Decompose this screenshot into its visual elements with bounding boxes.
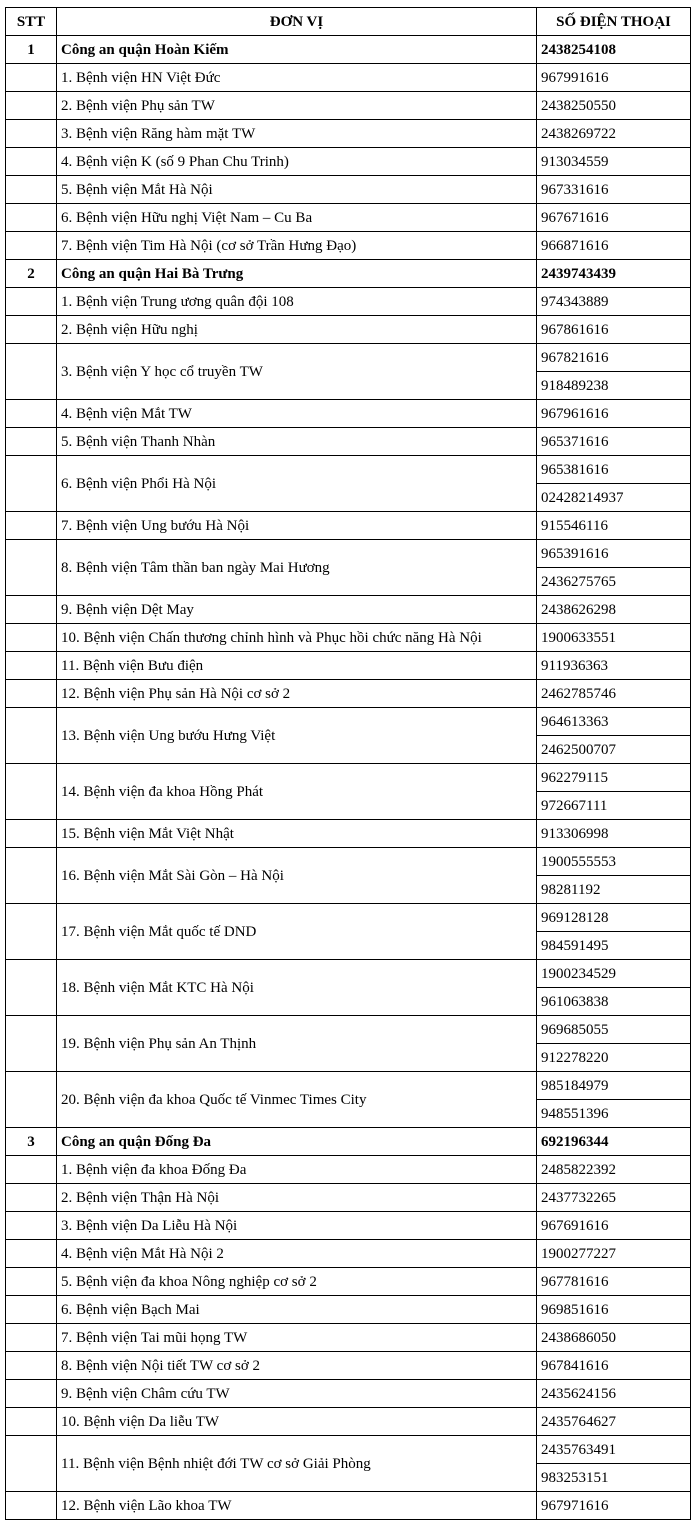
- stt-cell: [6, 344, 57, 400]
- table-row: [6, 204, 691, 232]
- phone-number: 98281192: [537, 876, 691, 904]
- hospital-name: 2. Bệnh viện Phụ sản TW: [57, 92, 537, 120]
- header-row: [6, 8, 691, 36]
- table-row: [6, 680, 691, 708]
- table-row: [6, 848, 691, 876]
- stt-cell: [6, 708, 57, 764]
- table-row: [6, 1352, 691, 1380]
- table-row: [6, 1408, 691, 1436]
- stt-cell: [6, 1436, 57, 1492]
- hospital-name: 5. Bệnh viện Mắt Hà Nội: [57, 176, 537, 204]
- stt-cell: [6, 1072, 57, 1128]
- hospital-name: 1. Bệnh viện HN Việt Đức: [57, 64, 537, 92]
- hospital-name: 9. Bệnh viện Châm cứu TW: [57, 1380, 537, 1408]
- hospital-name: 1. Bệnh viện đa khoa Đống Đa: [57, 1156, 537, 1184]
- table-row: [6, 64, 691, 92]
- phone-number: 2437732265: [537, 1184, 691, 1212]
- stt-cell: [6, 400, 57, 428]
- table-row: [6, 120, 691, 148]
- table-row: [6, 1492, 691, 1520]
- phone-number: 915546116: [537, 512, 691, 540]
- group-name: Công an quận Hai Bà Trưng: [57, 260, 537, 288]
- table-row: [6, 512, 691, 540]
- table-row: [6, 1240, 691, 1268]
- phone-number: 2438269722: [537, 120, 691, 148]
- phone-number: 948551396: [537, 1100, 691, 1128]
- phone-number: 967691616: [537, 1212, 691, 1240]
- hospital-name: 6. Bệnh viện Hữu nghị Việt Nam – Cu Ba: [57, 204, 537, 232]
- stt-cell: [6, 960, 57, 1016]
- header-phone: SỐ ĐIỆN THOẠI: [537, 8, 691, 36]
- hospital-name: 17. Bệnh viện Mắt quốc tế DND: [57, 904, 537, 960]
- phone-number: 969851616: [537, 1296, 691, 1324]
- stt-cell: [6, 624, 57, 652]
- group-phone: 2439743439: [537, 260, 691, 288]
- hospital-name: 16. Bệnh viện Mắt Sài Gòn – Hà Nội: [57, 848, 537, 904]
- phone-number: 966871616: [537, 232, 691, 260]
- hospital-name: 18. Bệnh viện Mắt KTC Hà Nội: [57, 960, 537, 1016]
- group-row: [6, 36, 691, 64]
- table-row: [6, 652, 691, 680]
- table-row: [6, 764, 691, 792]
- phone-number: 2462785746: [537, 680, 691, 708]
- hospital-name: 11. Bệnh viện Bưu điện: [57, 652, 537, 680]
- table-row: [6, 1296, 691, 1324]
- stt-cell: [6, 92, 57, 120]
- phone-number: 913034559: [537, 148, 691, 176]
- phone-number: 967671616: [537, 204, 691, 232]
- phone-number: 965371616: [537, 428, 691, 456]
- hospital-name: 6. Bệnh viện Bạch Mai: [57, 1296, 537, 1324]
- stt-cell: [6, 1016, 57, 1072]
- hospital-name: 5. Bệnh viện đa khoa Nông nghiệp cơ sở 2: [57, 1268, 537, 1296]
- stt-cell: [6, 1380, 57, 1408]
- stt-cell: [6, 316, 57, 344]
- hospital-name: 15. Bệnh viện Mắt Việt Nhật: [57, 820, 537, 848]
- table-row: [6, 1380, 691, 1408]
- table-row: [6, 400, 691, 428]
- hospital-name: 4. Bệnh viện Mắt TW: [57, 400, 537, 428]
- phone-number: 967331616: [537, 176, 691, 204]
- table-row: [6, 1016, 691, 1044]
- table-row: [6, 596, 691, 624]
- phone-number: 985184979: [537, 1072, 691, 1100]
- hospital-name: 19. Bệnh viện Phụ sản An Thịnh: [57, 1016, 537, 1072]
- stt-cell: [6, 848, 57, 904]
- table-body: [6, 36, 691, 1520]
- hospital-name: 6. Bệnh viện Phổi Hà Nội: [57, 456, 537, 512]
- phone-number: 913306998: [537, 820, 691, 848]
- stt-cell: [6, 456, 57, 512]
- table-row: [6, 708, 691, 736]
- table-row: [6, 904, 691, 932]
- stt-cell: [6, 540, 57, 596]
- stt-cell: [6, 1492, 57, 1520]
- table-row: [6, 960, 691, 988]
- hospital-name: 8. Bệnh viện Nội tiết TW cơ sở 2: [57, 1352, 537, 1380]
- hospital-name: 7. Bệnh viện Ung bướu Hà Nội: [57, 512, 537, 540]
- phone-number: 1900234529: [537, 960, 691, 988]
- table-row: [6, 1268, 691, 1296]
- table-row: [6, 148, 691, 176]
- hospital-name: 7. Bệnh viện Tai mũi họng TW: [57, 1324, 537, 1352]
- table-row: [6, 92, 691, 120]
- phone-number: 961063838: [537, 988, 691, 1016]
- phone-number: 2438626298: [537, 596, 691, 624]
- table-row: [6, 456, 691, 484]
- table-row: [6, 624, 691, 652]
- phone-number: 2485822392: [537, 1156, 691, 1184]
- phone-number: 967781616: [537, 1268, 691, 1296]
- phone-number: 2438686050: [537, 1324, 691, 1352]
- phone-number: 967991616: [537, 64, 691, 92]
- stt-cell: [6, 176, 57, 204]
- group-phone: 2438254108: [537, 36, 691, 64]
- table-row: [6, 1212, 691, 1240]
- hospital-name: 2. Bệnh viện Thận Hà Nội: [57, 1184, 537, 1212]
- stt-cell: [6, 680, 57, 708]
- group-stt: 3: [6, 1128, 57, 1156]
- hospital-phone-table: [5, 7, 691, 1520]
- phone-number: 967841616: [537, 1352, 691, 1380]
- stt-cell: [6, 1408, 57, 1436]
- hospital-name: 10. Bệnh viện Da liễu TW: [57, 1408, 537, 1436]
- phone-number: 964613363: [537, 708, 691, 736]
- phone-number: 969128128: [537, 904, 691, 932]
- table-row: [6, 316, 691, 344]
- group-name: Công an quận Đống Đa: [57, 1128, 537, 1156]
- phone-number: 967971616: [537, 1492, 691, 1520]
- table-row: [6, 428, 691, 456]
- hospital-name: 10. Bệnh viện Chấn thương chỉnh hình và Phục hồi chức năng Hà Nội: [57, 624, 537, 652]
- group-row: [6, 1128, 691, 1156]
- table-row: [6, 232, 691, 260]
- stt-cell: [6, 820, 57, 848]
- hospital-name: 3. Bệnh viện Răng hàm mặt TW: [57, 120, 537, 148]
- phone-number: 984591495: [537, 932, 691, 960]
- phone-number: 2438250550: [537, 92, 691, 120]
- hospital-name: 14. Bệnh viện đa khoa Hồng Phát: [57, 764, 537, 820]
- phone-number: 1900277227: [537, 1240, 691, 1268]
- stt-cell: [6, 148, 57, 176]
- stt-cell: [6, 120, 57, 148]
- phone-number: 974343889: [537, 288, 691, 316]
- phone-number: 912278220: [537, 1044, 691, 1072]
- phone-number: 911936363: [537, 652, 691, 680]
- stt-cell: [6, 288, 57, 316]
- hospital-name: 20. Bệnh viện đa khoa Quốc tế Vinmec Times City: [57, 1072, 537, 1128]
- hospital-name: 11. Bệnh viện Bệnh nhiệt đới TW cơ sở Giải Phòng: [57, 1436, 537, 1492]
- group-row: [6, 260, 691, 288]
- stt-cell: [6, 1240, 57, 1268]
- phone-number: 1900555553: [537, 848, 691, 876]
- stt-cell: [6, 512, 57, 540]
- hospital-name: 8. Bệnh viện Tâm thần ban ngày Mai Hương: [57, 540, 537, 596]
- phone-number: 2435763491: [537, 1436, 691, 1464]
- hospital-name: 12. Bệnh viện Lão khoa TW: [57, 1492, 537, 1520]
- stt-cell: [6, 204, 57, 232]
- phone-number: 972667111: [537, 792, 691, 820]
- header-stt: STT: [6, 8, 57, 36]
- stt-cell: [6, 652, 57, 680]
- table-row: [6, 1072, 691, 1100]
- hospital-name: 1. Bệnh viện Trung ương quân đội 108: [57, 288, 537, 316]
- phone-number: 967961616: [537, 400, 691, 428]
- phone-number: 969685055: [537, 1016, 691, 1044]
- hospital-name: 2. Bệnh viện Hữu nghị: [57, 316, 537, 344]
- phone-number: 967861616: [537, 316, 691, 344]
- hospital-name: 12. Bệnh viện Phụ sản Hà Nội cơ sở 2: [57, 680, 537, 708]
- phone-number: 983253151: [537, 1464, 691, 1492]
- stt-cell: [6, 1156, 57, 1184]
- table-row: [6, 176, 691, 204]
- stt-cell: [6, 596, 57, 624]
- hospital-name: 9. Bệnh viện Dệt May: [57, 596, 537, 624]
- table-row: [6, 540, 691, 568]
- phone-number: 2462500707: [537, 736, 691, 764]
- phone-number: 918489238: [537, 372, 691, 400]
- hospital-name: 3. Bệnh viện Da Liễu Hà Nội: [57, 1212, 537, 1240]
- stt-cell: [6, 1296, 57, 1324]
- stt-cell: [6, 64, 57, 92]
- hospital-name: 7. Bệnh viện Tim Hà Nội (cơ sở Trần Hưng Đạo): [57, 232, 537, 260]
- stt-cell: [6, 764, 57, 820]
- phone-number: 965391616: [537, 540, 691, 568]
- phone-number: 2435624156: [537, 1380, 691, 1408]
- stt-cell: [6, 232, 57, 260]
- stt-cell: [6, 1184, 57, 1212]
- phone-number: 962279115: [537, 764, 691, 792]
- hospital-name: 5. Bệnh viện Thanh Nhàn: [57, 428, 537, 456]
- group-name: Công an quận Hoàn Kiếm: [57, 36, 537, 64]
- table-row: [6, 820, 691, 848]
- hospital-name: 3. Bệnh viện Y học cổ truyền TW: [57, 344, 537, 400]
- table-row: [6, 288, 691, 316]
- stt-cell: [6, 1324, 57, 1352]
- table-row: [6, 1324, 691, 1352]
- table-row: [6, 1436, 691, 1464]
- phone-number: 02428214937: [537, 484, 691, 512]
- hospital-name: 4. Bệnh viện Mắt Hà Nội 2: [57, 1240, 537, 1268]
- phone-number: 2435764627: [537, 1408, 691, 1436]
- phone-number: 1900633551: [537, 624, 691, 652]
- table-row: [6, 344, 691, 372]
- table-row: [6, 1184, 691, 1212]
- stt-cell: [6, 1268, 57, 1296]
- stt-cell: [6, 1212, 57, 1240]
- phone-number: 967821616: [537, 344, 691, 372]
- hospital-name: 13. Bệnh viện Ung bướu Hưng Việt: [57, 708, 537, 764]
- header-unit: ĐƠN VỊ: [57, 8, 537, 36]
- stt-cell: [6, 428, 57, 456]
- hospital-name: 4. Bệnh viện K (số 9 Phan Chu Trinh): [57, 148, 537, 176]
- phone-number: 2436275765: [537, 568, 691, 596]
- group-stt: 1: [6, 36, 57, 64]
- table-row: [6, 1156, 691, 1184]
- stt-cell: [6, 1352, 57, 1380]
- group-stt: 2: [6, 260, 57, 288]
- group-phone: 692196344: [537, 1128, 691, 1156]
- phone-number: 965381616: [537, 456, 691, 484]
- stt-cell: [6, 904, 57, 960]
